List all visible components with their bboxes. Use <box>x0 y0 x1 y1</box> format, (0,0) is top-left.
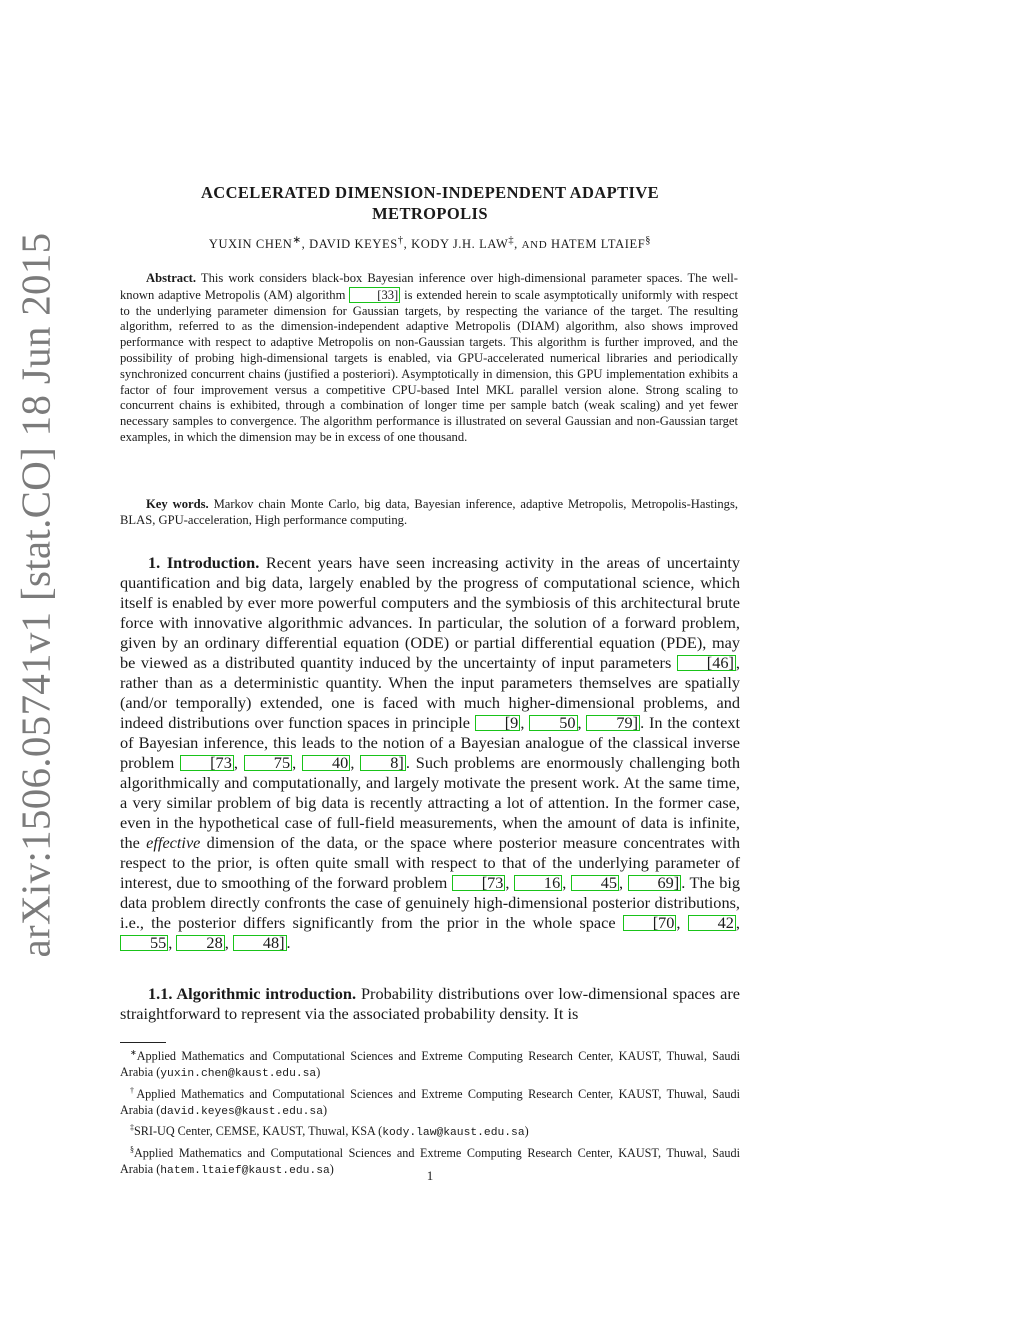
footnote-text: ) <box>524 1124 529 1139</box>
abstract-text: This work considers black-box Bayesian inference over high-dimensional parameter spaces. The well-known adaptive Metropolis (AM) algorithm <box>120 271 739 302</box>
footnote-text: ) <box>322 1103 328 1118</box>
email-link[interactable]: yuxin.chen@kaust.edu.sa <box>160 1068 317 1081</box>
abstract-text: is extended herein to scale asymptotically uniformly with respect to the underlying parameter dimension for Gaussian targets, by respecting the variance of the target. The resulting algorithm, referred to as the dimension-independent adaptive Metropolis (DIAM) algorithm, also shows improved performance with respect to adaptive Metropolis on non-Gaussian targets. This algorithm is further improved, and the possibility of probing high-dimensional targets is enabled, via GPU-accelerated numerical libraries and periodically synchronized concurrent chains (justified a posteriori). Asymptotically in dimension, this GPU implementation exhibits a factor of four improvement versus a competitive CPU-based Intel MKL parallel version alone. Strong scaling to concurrent chains is exhibited, through a combination of longer time per sample batch (weak scaling) and yet fewer necessary samples to convergence. The algorithm performance is illustrated on several Gaussian and non-Gaussian target examples, in which the dimension may be in excess of one thousand. <box>120 287 738 444</box>
citation-link[interactable]: 28 <box>176 935 224 951</box>
footnote-text: ) <box>316 1065 321 1080</box>
author-name: KODY J.H. LAW <box>411 237 509 252</box>
emphasis-text: effective <box>146 833 201 852</box>
email-link[interactable]: kody.law@kaust.edu.sa <box>382 1127 525 1140</box>
footnote-rule <box>120 1042 166 1043</box>
introduction-section: 1. Introduction. Recent years have seen increasing activity in the areas of uncertainty quantification and big data, largely enabled by the progress of computational science, which itself is enabled by ever more powerful computers and the symbiosis of this architectural brute force with innovative algorithmic advances. In particular, the solution of a forward problem, given by an ordinary differential equation (ODE) or partial differential equation (PDE), may be viewed as a distributed quantity induced by the uncertainty of input parameters [46] , rather than as a deterministic quantity. When the input parameters themselves are spatially (and/or temporally) extended, one is faced with much higher-dimensional problems, and indeed distributions over function spaces in principle [9 , 50 , 79] . In the context of Bayesian inference, this leads to the notion of a Bayesian analogue of the classical inverse problem [73 , 75 , 40 , 8] . Such problems are enormously challenging both algorithmically and computationally, and largely motivate the present work. At the same time, a very similar problem of big data is recently attracting a lot of attention. In the former case, even in the hypothetical case of full-field measurements, when the amount of data is infinite, the effective dimension of the data, or the space where posterior measure concentrates with respect to the prior, is often quite small with respect to that of the underlying parameter of interest, due to smoothing of the forward problem [73 , 16 , 45 , 69] . The big data problem directly confronts the case of genuinely high-dimensional posterior distributions, i.e., the posterior differs significantly from the prior in the whole space [70 , 42 , 55 , 28 , 48] . <box>120 553 740 952</box>
author-list: YUXIN CHEN∗, DAVID KEYES†, KODY J.H. LAW‡, AND HATEM LTAIEF§ <box>208 235 652 252</box>
citation-link[interactable]: [73 <box>452 875 506 891</box>
author-conjunction: AND <box>521 239 548 252</box>
author-name: YUXIN CHEN <box>208 237 293 252</box>
citation-link[interactable]: 69] <box>628 875 682 891</box>
keywords-text: Markov chain Monte Carlo, big data, Bayesian inference, adaptive Metropolis, Metropolis-Hastings, BLAS, GPU-acceleration, High performance computing. <box>120 497 738 527</box>
title-line-1: ACCELERATED DIMENSION-INDEPENDENT ADAPTIVE <box>200 183 660 202</box>
body-text: . In the context of Bayesian inference, this leads to the notion of a Bayesian analogue of the classical inverse problem <box>120 713 740 772</box>
paper-title <box>120 182 740 224</box>
footnote-text: SRI-UQ Center, CEMSE, KAUST, Thuwal, KSA ( <box>134 1124 383 1139</box>
footnote-text: Applied Mathematics and Computational Sciences and Extreme Computing Research Center, KAUST, Thuwal, Saudi Arabia ( <box>120 1086 740 1118</box>
body-text: Probability distributions over low-dimensional spaces are straightforward to represent via the associated probability density. It is <box>120 984 740 1023</box>
subsection-algorithmic-introduction <box>120 984 740 1024</box>
author-mark: ‡ <box>508 235 515 246</box>
citation-link[interactable]: 79] <box>586 715 640 731</box>
author-mark: ∗ <box>292 235 302 246</box>
citation-link[interactable]: 55 <box>120 935 168 951</box>
arxiv-identifier: arXiv:1506.05741v1 [stat.CO] 18 Jun 2015 <box>12 232 58 958</box>
title-line-2: METROPOLIS <box>372 204 488 223</box>
citation-link[interactable]: 40 <box>302 755 350 771</box>
citation-link[interactable]: [73 <box>180 755 234 771</box>
body-text: . <box>286 933 291 952</box>
footnote-mark: § <box>130 1144 134 1154</box>
body-text: , rather than as a deterministic quantity. When the input parameters themselves are spatially (and/or temporally) extended, one is faced with much higher-dimensional problems, and indeed distributions over function spaces in principle <box>120 653 740 732</box>
footnote-mark: ‡ <box>130 1123 134 1133</box>
author-mark: † <box>397 235 404 246</box>
keywords-label: Key words. <box>146 497 209 511</box>
footnote <box>120 1083 740 1121</box>
arxiv-sidebar <box>4 200 66 990</box>
section-heading: 1. Introduction. <box>148 553 260 572</box>
footnote-text: Applied Mathematics and Computational Sciences and Extreme Computing Research Center, KAUST, Thuwal, Saudi Arabia ( <box>120 1049 740 1080</box>
page-number: 1 <box>426 1168 434 1183</box>
citation-link[interactable]: [70 <box>623 915 677 931</box>
body-text: Recent years have seen increasing activity in the areas of uncertainty quantification and big data, largely enabled by the progress of computational science, which itself is enabled by ever more powerful computers and the symbiosis of this architectural brute force with innovative algorithmic advances. In particular, the solution of a forward problem, given by an ordinary differential equation (ODE) or partial differential equation (PDE), may be viewed as a distributed quantity induced by the uncertainty of input parameters <box>120 553 740 672</box>
subsection-heading: 1.1. Algorithmic introduction. <box>148 984 357 1003</box>
abstract <box>120 271 738 446</box>
footnote-mark: ∗ <box>130 1048 137 1057</box>
abstract-label: Abstract. <box>146 271 197 285</box>
footnote-text: Applied Mathematics and Computational Sciences and Extreme Computing Research Center, KAUST, Thuwal, Saudi Arabia ( <box>120 1145 740 1177</box>
author-name: DAVID KEYES <box>309 237 398 252</box>
email-link[interactable]: hatem.ltaief@kaust.edu.sa <box>160 1165 330 1178</box>
author-name: HATEM LTAIEF <box>551 237 646 252</box>
body-text: dimension of the data, or the space where posterior measure concentrates with respect to the prior, is often quite small with respect to that of the underlying parameter of interest, due to smoothing of the forward problem <box>120 833 740 892</box>
body-text: . Such problems are enormously challenging both algorithmically and computationally, and largely motivate the present work. At the same time, a very similar problem of big data is recently attracting a lot of attention. In the former case, even in the hypothetical case of full-field measurements, when the amount of data is infinite, the <box>120 753 740 852</box>
footnote <box>120 1045 740 1083</box>
footnotes <box>120 1045 740 1179</box>
citation-link[interactable]: 8] <box>360 755 406 771</box>
citation-link[interactable]: 50 <box>529 715 577 731</box>
body-text: . The big data problem directly confronts the case of genuinely high-dimensional posterior distributions, i.e., the posterior differs significantly from the prior in the whole space <box>120 873 740 932</box>
citation-link[interactable]: 16 <box>514 875 562 891</box>
email-link[interactable]: david.keyes@kaust.edu.sa <box>160 1106 323 1119</box>
footnote <box>120 1120 740 1141</box>
citation-link[interactable]: 48] <box>233 935 287 951</box>
keywords <box>120 496 738 528</box>
citation-link[interactable]: 75 <box>244 755 292 771</box>
footnote-text: ) <box>329 1162 334 1177</box>
citation-link[interactable]: [33] <box>349 287 400 303</box>
citation-link[interactable]: [9 <box>475 715 521 731</box>
citation-link[interactable]: 45 <box>571 875 619 891</box>
footnote-mark: † <box>130 1085 137 1095</box>
author-mark: § <box>645 235 652 246</box>
citation-link[interactable]: 42 <box>688 915 736 931</box>
citation-link[interactable]: [46] <box>677 655 736 671</box>
